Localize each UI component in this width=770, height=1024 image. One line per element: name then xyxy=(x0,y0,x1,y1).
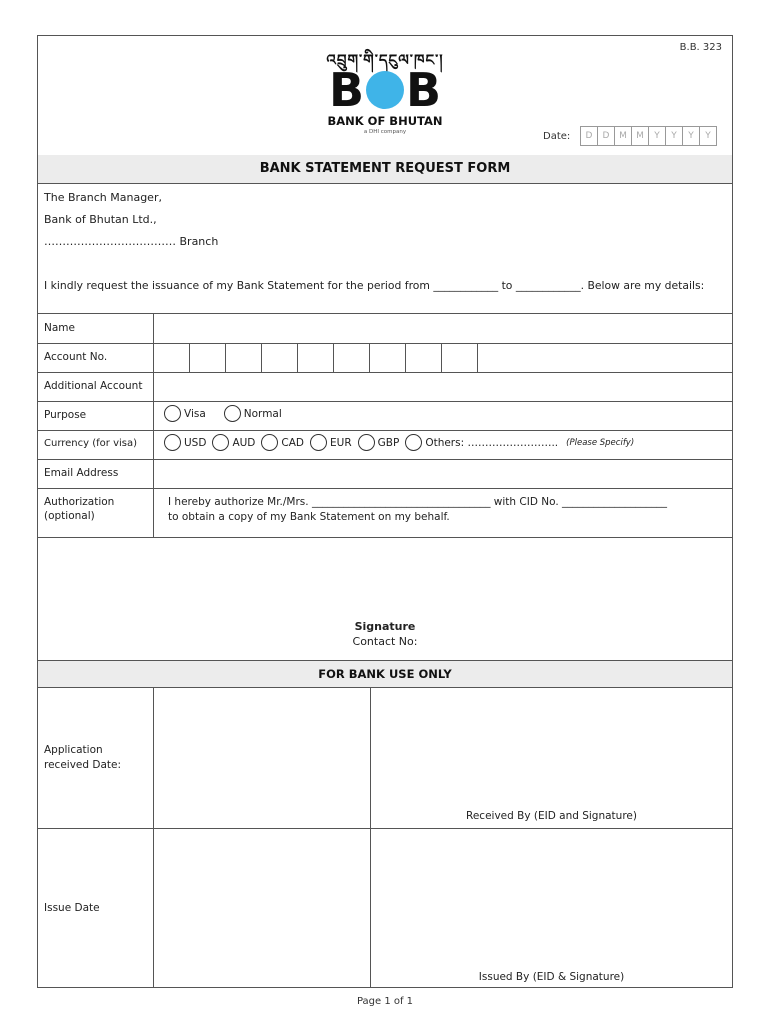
bob-logo-mark: B B xyxy=(328,63,442,117)
contact-label: Contact No: xyxy=(352,635,418,648)
application-date-field[interactable] xyxy=(154,688,369,827)
issued-by-label: Issued By (EID & Signature) xyxy=(478,971,625,983)
email-field[interactable] xyxy=(154,460,732,487)
application-date-label: Application xyxy=(44,744,103,756)
name-field[interactable] xyxy=(154,314,732,342)
radio-circle-icon xyxy=(358,434,375,451)
addressee-line: Bank of Bhutan Ltd., xyxy=(44,213,157,226)
account-digit-box[interactable] xyxy=(261,343,298,372)
page-number: Page 1 of 1 xyxy=(356,996,414,1007)
purpose-normal-radio[interactable]: Normal xyxy=(224,405,282,422)
purpose-label: Purpose xyxy=(44,409,87,421)
authorization-optional-label: (optional) xyxy=(44,510,95,522)
radio-circle-icon xyxy=(261,434,278,451)
radio-circle-icon xyxy=(405,434,422,451)
currency-eur-radio[interactable]: EUR xyxy=(310,434,352,451)
bank-tagline: a DHI company xyxy=(363,129,407,135)
authorization-text-2: to obtain a copy of my Bank Statement on my behalf. xyxy=(168,511,450,523)
additional-account-label: Additional Account xyxy=(44,380,143,392)
account-digit-box[interactable] xyxy=(189,343,226,372)
issue-date-label: Issue Date xyxy=(44,902,100,914)
date-box[interactable]: M xyxy=(631,126,649,146)
date-box[interactable]: D xyxy=(580,126,598,146)
received-by-field[interactable] xyxy=(371,688,732,827)
date-box[interactable]: Y xyxy=(665,126,683,146)
signature-label: Signature xyxy=(354,620,416,633)
email-label: Email Address xyxy=(44,467,119,479)
currency-cad-radio[interactable]: CAD xyxy=(261,434,304,451)
bank-use-title: FOR BANK USE ONLY xyxy=(38,661,732,687)
form-title: BANK STATEMENT REQUEST FORM xyxy=(38,155,732,183)
account-digit-box[interactable] xyxy=(405,343,442,372)
account-digit-box[interactable] xyxy=(441,343,478,372)
statement-request-form xyxy=(37,35,733,988)
branch-line[interactable]: ……………………………… Branch xyxy=(44,235,219,248)
authorization-label: Authorization xyxy=(44,496,115,508)
name-label: Name xyxy=(44,322,75,334)
radio-circle-icon xyxy=(164,434,181,451)
account-digit-box[interactable] xyxy=(333,343,370,372)
others-hint: (Please Specify) xyxy=(566,437,635,448)
radio-circle-icon xyxy=(212,434,229,451)
application-date-label-2: received Date: xyxy=(44,759,122,771)
radio-circle-icon xyxy=(164,405,181,422)
date-input-boxes[interactable] xyxy=(581,126,717,146)
account-digit-box[interactable] xyxy=(297,343,334,372)
authorization-text: I hereby authorize Mr./Mrs. __________________________________ with CID No. ____________________ xyxy=(168,496,668,508)
logo-circle-icon xyxy=(366,71,404,109)
account-number-label: Account No. xyxy=(44,351,108,363)
account-digit-box[interactable] xyxy=(369,343,406,372)
currency-usd-radio[interactable]: USD xyxy=(164,434,206,451)
additional-account-field[interactable] xyxy=(154,373,732,400)
date-box[interactable]: Y xyxy=(699,126,717,146)
purpose-visa-radio[interactable]: Visa xyxy=(164,405,206,422)
date-box[interactable]: M xyxy=(614,126,632,146)
currency-options xyxy=(164,434,634,451)
currency-label: Currency (for visa) xyxy=(44,438,137,449)
currency-others-radio[interactable]: Others: …………………….. xyxy=(405,434,558,451)
bank-logo xyxy=(38,63,732,117)
date-box[interactable]: Y xyxy=(648,126,666,146)
purpose-options xyxy=(164,405,288,422)
date-box[interactable]: Y xyxy=(682,126,700,146)
account-digit-box[interactable] xyxy=(477,343,514,372)
addressee-line: The Branch Manager, xyxy=(44,191,162,204)
currency-aud-radio[interactable]: AUD xyxy=(212,434,255,451)
date-label: Date: xyxy=(543,131,571,142)
currency-gbp-radio[interactable]: GBP xyxy=(358,434,400,451)
account-digit-box[interactable] xyxy=(225,343,262,372)
radio-circle-icon xyxy=(224,405,241,422)
tibetan-bank-name: འབྲུག་གི་དངུལ་ཁང་། xyxy=(326,51,444,69)
form-reference-code: B.B. 323 xyxy=(679,42,722,53)
bank-name: BANK OF BHUTAN xyxy=(327,114,443,128)
radio-circle-icon xyxy=(310,434,327,451)
issue-date-field[interactable] xyxy=(154,829,369,987)
issued-by-field[interactable] xyxy=(371,829,732,987)
request-statement: I kindly request the issuance of my Bank Statement for the period from ____________ to ____________. Below are my details: xyxy=(44,279,705,292)
received-by-label: Received By (EID and Signature) xyxy=(466,810,637,822)
date-box[interactable]: D xyxy=(597,126,615,146)
